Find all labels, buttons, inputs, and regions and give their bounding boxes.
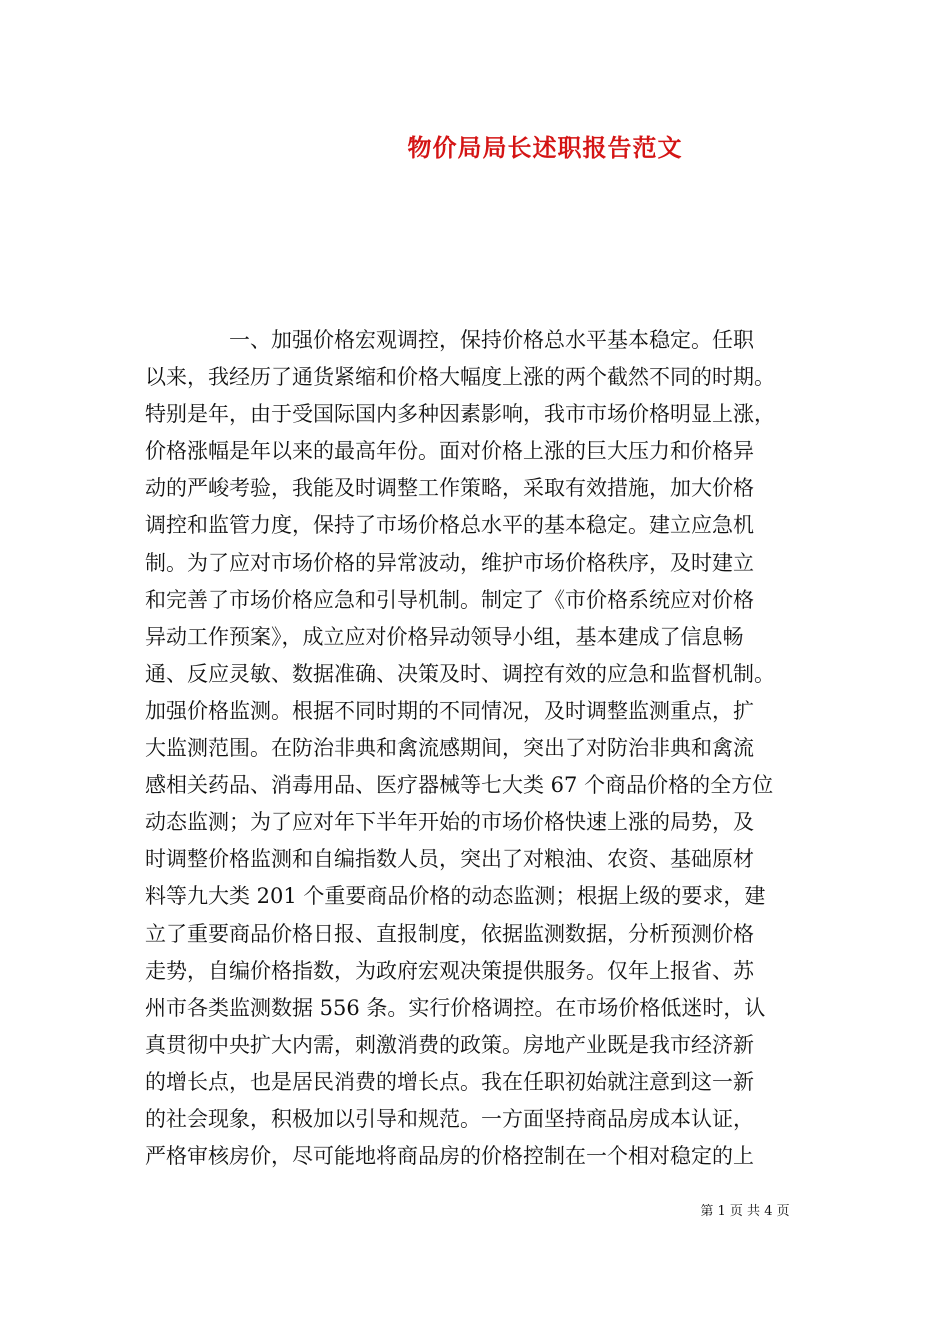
paragraph-line: 州市各类监测数据 556 条。实行价格调控。在市场价格低迷时，认 (145, 995, 766, 1020)
paragraph-line: 严格审核房价，尽可能地将商品房的价格控制在一个相对稳定的上 (145, 1144, 754, 1169)
paragraph-line: 的社会现象，积极加以引导和规范。一方面坚持商品房成本认证， (145, 1106, 754, 1131)
paragraph-line: 一、加强价格宏观调控，保持价格总水平基本稳定。任职 (229, 328, 754, 352)
paragraph-line: 时调整价格监测和自编指数人员，突出了对粮油、农资、基础原材 (145, 847, 754, 872)
paragraph-line: 大监测范围。在防治非典和禽流感期间，突出了对防治非典和禽流 (145, 736, 754, 761)
document-title: 物价局局长述职报告范文 (407, 133, 683, 162)
paragraph-line: 动的严峻考验，我能及时调整工作策略，采取有效措施，加大价格 (145, 476, 754, 501)
paragraph-line: 动态监测；为了应对年下半年开始的市场价格快速上涨的局势，及 (145, 810, 754, 835)
paragraph-line: 以来，我经历了通货紧缩和价格大幅度上涨的两个截然不同的时期。 (145, 365, 775, 390)
paragraph-line: 特别是年，由于受国际国内多种因素影响，我市市场价格明显上涨， (145, 402, 775, 427)
paragraph-line: 价格涨幅是年以来的最高年份。面对价格上涨的巨大压力和价格异 (145, 439, 754, 464)
paragraph-line: 料等九大类 201 个重要商品价格的动态监测；根据上级的要求，建 (145, 884, 766, 909)
paragraph-line: 立了重要商品价格日报、直报制度，依据监测数据，分析预测价格 (145, 921, 754, 946)
paragraph-line: 的增长点，也是居民消费的增长点。我在任职初始就注意到这一新 (145, 1069, 754, 1094)
document-body (145, 322, 810, 1175)
paragraph-line: 和完善了市场价格应急和引导机制。制定了《市价格系统应对价格 (145, 587, 754, 612)
paragraph-line: 感相关药品、消毒用品、医疗器械等七大类 67 个商品价格的全方位 (145, 773, 774, 798)
paragraph-line: 制。为了应对市场价格的异常波动，维护市场价格秩序，及时建立 (145, 550, 754, 575)
paragraph-line: 通、反应灵敏、数据准确、决策及时、调控有效的应急和监督机制。 (145, 661, 775, 686)
paragraph-line: 加强价格监测。根据不同时期的不同情况，及时调整监测重点，扩 (145, 698, 754, 723)
paragraph-line: 真贯彻中央扩大内需，刺激消费的政策。房地产业既是我市经济新 (145, 1032, 754, 1057)
paragraph-line: 走势，自编价格指数，为政府宏观决策提供服务。仅年上报省、苏 (145, 958, 754, 983)
paragraph-line: 异动工作预案》，成立应对价格异动领导小组，基本建成了信息畅 (145, 624, 744, 649)
page-number-footer: 第 1 页 共 4 页 (700, 1204, 790, 1219)
paragraph-line: 调控和监管力度，保持了市场价格总水平的基本稳定。建立应急机 (145, 513, 754, 538)
